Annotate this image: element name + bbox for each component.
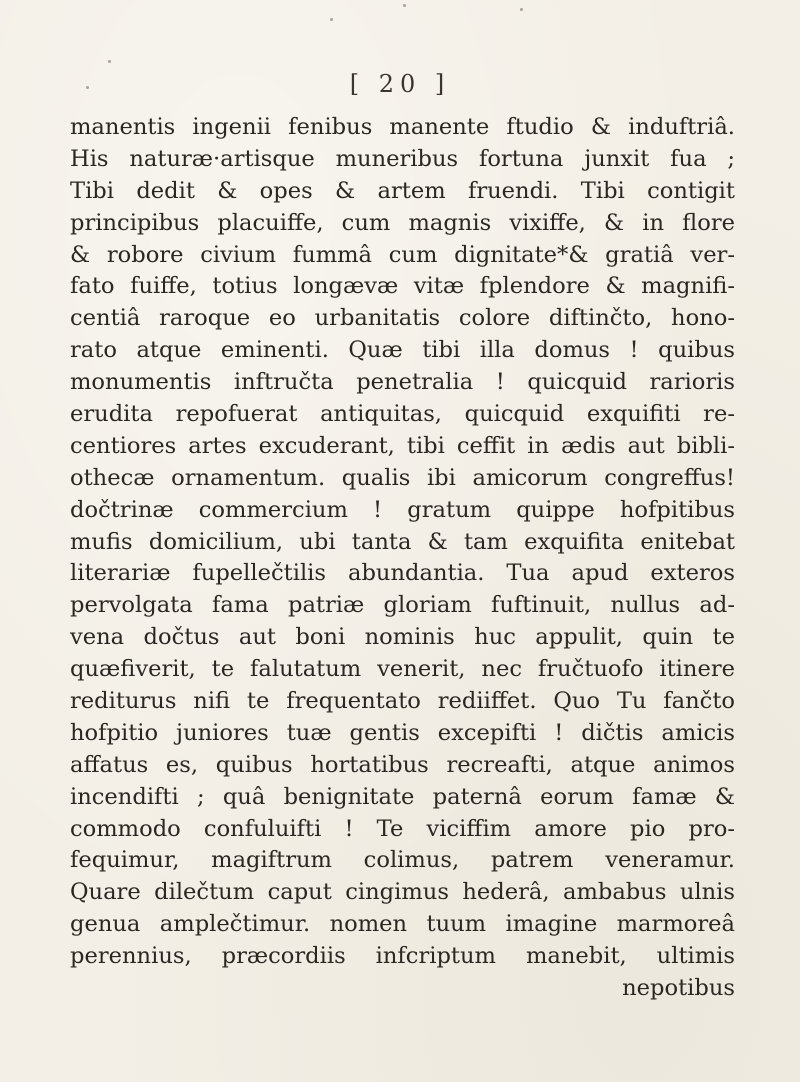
text-line: dočtrinæ commercium ! gratum quippe hofpitibus <box>70 496 735 523</box>
text-line: genua amplečtimur. nomen tuum imagine marmoreâ <box>70 911 735 938</box>
text-line: othecæ ornamentum. qualis ibi amicorum congreffus! <box>70 464 735 491</box>
text-line: vena dočtus aut boni nominis huc appulit, quin te <box>70 624 735 651</box>
catchword: nepotibus <box>622 975 735 1002</box>
text-line: perennius, præcordiis infcriptum manebit, ultimis <box>70 943 735 970</box>
text-line: commodo confuluifti ! Te viciffim amore pio pro- <box>70 815 735 842</box>
text-line: His naturæ·artisque muneribus fortuna junxit fua ; <box>70 145 735 172</box>
text-line: quæfiverit, te falutatum venerit, nec fručtuofo itinere <box>70 656 735 683</box>
text-line: rato atque eminenti. Quæ tibi illa domus ! quibus <box>70 337 735 364</box>
paper-speck <box>330 18 333 21</box>
text-line: fequimur, magiftrum colimus, patrem veneramur. <box>70 847 735 874</box>
text-line: Quare dilečtum caput cingimus hederâ, ambabus ulnis <box>70 879 735 906</box>
text-line: mufis domicilium, ubi tanta & tam exquifita enitebat <box>70 528 735 555</box>
text-line: literariæ fupellečtilis abundantia. Tua apud exteros <box>70 560 735 587</box>
text-line: & robore civium fummâ cum dignitate*& gratiâ ver- <box>70 241 735 268</box>
text-line: monumentis inftručta penetralia ! quicquid rarioris <box>70 369 735 396</box>
text-line: centiores artes excuderant, tibi ceffit in ædis aut bibli- <box>70 432 735 459</box>
text-line: hofpitio juniores tuæ gentis excepifti ! dičtis amicis <box>70 719 735 746</box>
page-number: [ 20 ] <box>349 70 451 98</box>
text-line: rediturus nifi te frequentato rediiffet. Quo Tu fančto <box>70 688 735 715</box>
paper-speck <box>108 60 111 63</box>
text-line: pervolgata fama patriæ gloriam fuftinuit, nullus ad- <box>70 592 735 619</box>
paper-speck <box>86 86 89 89</box>
text-line: fato fuiffe, totius longævæ vitæ fplendore & magnifi- <box>70 273 735 300</box>
text-line: centiâ raroque eo urbanitatis colore diftinčto, hono- <box>70 305 735 332</box>
body-text <box>70 112 735 1005</box>
text-line: principibus placuiffe, cum magnis vixiffe, & in flore <box>70 209 735 236</box>
text-line: Tibi dedit & opes & artem fruendi. Tibi contigit <box>70 177 735 204</box>
text-line: incendifti ; quâ benignitate paternâ eorum famæ & <box>70 783 735 810</box>
text-line: manentis ingenii fenibus manente ftudio & induftriâ. <box>70 114 735 140</box>
text-line: affatus es, quibus hortatibus recreafti, atque animos <box>70 751 735 778</box>
paper-speck <box>520 8 523 11</box>
paper-speck <box>403 4 406 7</box>
text-line: erudita repofuerat antiquitas, quicquid exquifiti re- <box>70 401 735 428</box>
